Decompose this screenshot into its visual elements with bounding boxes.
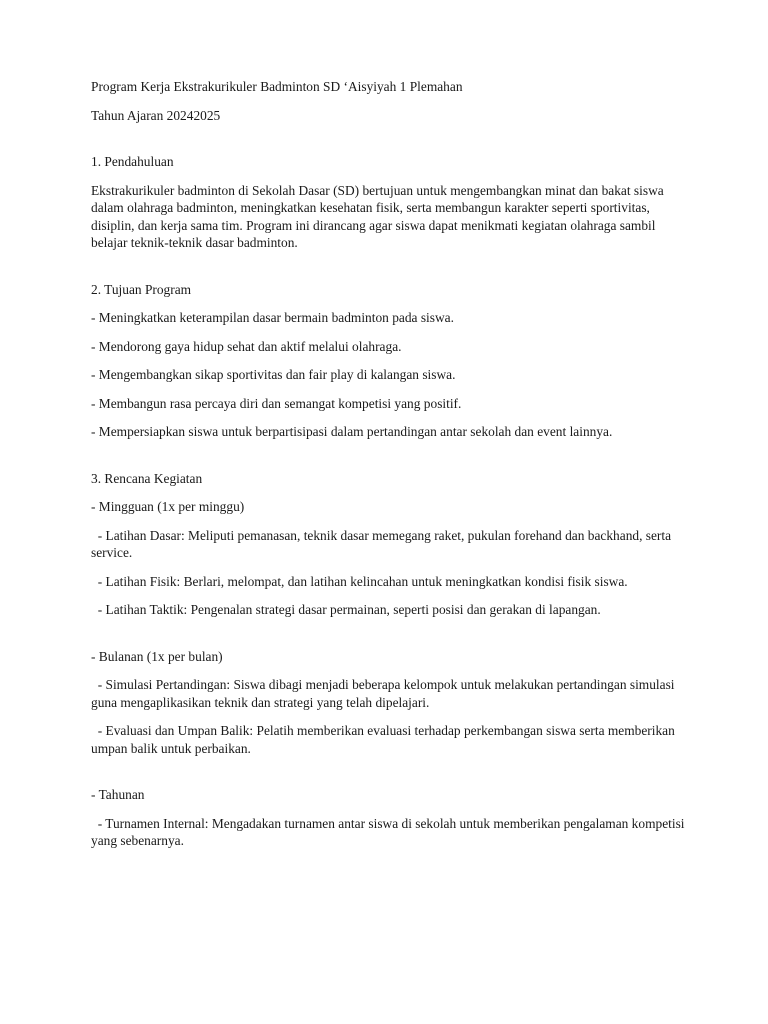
section-heading-tujuan: 2. Tujuan Program bbox=[91, 281, 192, 297]
schedule-label-monthly: - Bulanan (1x per bulan) bbox=[91, 648, 223, 664]
section-heading-pendahuluan: 1. Pendahuluan bbox=[91, 154, 174, 169]
academic-year: Tahun Ajaran 20242025 bbox=[91, 107, 221, 123]
list-item: - Membangun rasa percaya diri dan semangat kompetisi yang positif. bbox=[91, 395, 462, 411]
list-item: - Evaluasi dan Umpan Balik: Pelatih memberikan evaluasi terhadap perkembangan siswa serta memberikan umpan balik untuk perbaikan. bbox=[91, 723, 679, 756]
document-body bbox=[91, 78, 691, 861]
schedule-label-yearly: - Tahunan bbox=[91, 787, 145, 802]
section-heading-rencana: 3. Rencana Kegiatan bbox=[91, 470, 203, 486]
list-item: - Mempersiapkan siswa untuk berpartisipasi dalam pertandingan antar sekolah dan event lainnya. bbox=[91, 424, 613, 439]
list-item: - Latihan Taktik: Pengenalan strategi dasar permainan, seperti posisi dan gerakan di lapangan. bbox=[91, 602, 601, 617]
section-paragraph-pendahuluan: Ekstrakurikuler badminton di Sekolah Dasar (SD) bertujuan untuk mengembangkan minat dan bakat siswa dalam olahraga badminton, meningkatkan kesehatan fisik, serta membangun karakter seperti sportivitas, disiplin, dan kerja sama tim. Program ini dirancang agar siswa dapat menikmati kegiatan olahraga sambil belajar teknik-teknik dasar badminton. bbox=[91, 182, 668, 250]
list-item: - Simulasi Pertandingan: Siswa dibagi menjadi beberapa kelompok untuk melakukan pertandingan simulasi guna mengaplikasikan teknik dan strategi yang telah dipelajari. bbox=[91, 677, 678, 710]
list-item: - Mengembangkan sikap sportivitas dan fair play di kalangan siswa. bbox=[91, 367, 456, 382]
document-title: Program Kerja Ekstrakurikuler Badminton SD ‘Aisyiyah 1 Plemahan bbox=[91, 79, 463, 94]
list-item: - Mendorong gaya hidup sehat dan aktif melalui olahraga. bbox=[91, 338, 402, 354]
list-item: - Meningkatkan keterampilan dasar bermain badminton pada siswa. bbox=[91, 310, 454, 325]
list-item: - Latihan Dasar: Meliputi pemanasan, teknik dasar memegang raket, pukulan forehand dan backhand, serta service. bbox=[91, 527, 675, 560]
list-item: - Turnamen Internal: Mengadakan turnamen antar siswa di sekolah untuk memberikan pengalaman kompetisi yang sebenarnya. bbox=[91, 815, 688, 848]
schedule-label-weekly: - Mingguan (1x per minggu) bbox=[91, 499, 245, 514]
list-item: - Latihan Fisik: Berlari, melompat, dan latihan kelincahan untuk meningkatkan kondisi fisik siswa. bbox=[91, 573, 628, 589]
